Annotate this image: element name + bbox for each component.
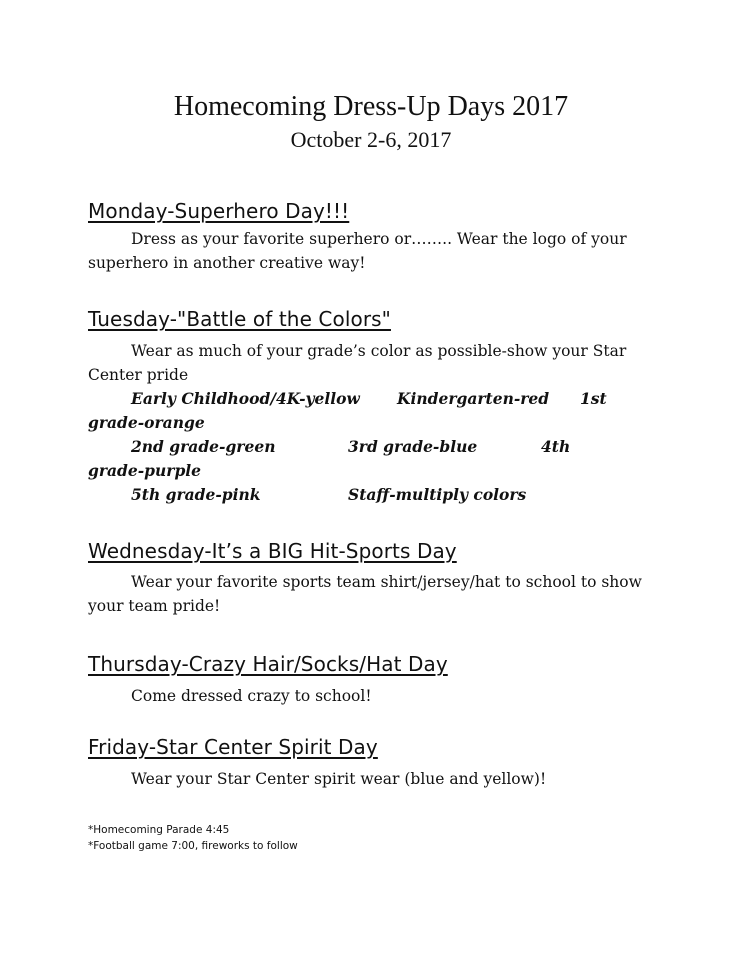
color-third-grade: 3rd grade-blue bbox=[348, 437, 478, 456]
monday-heading: Monday-Superhero Day!!! bbox=[88, 199, 350, 223]
color-fourth-grade-part2: grade-purple bbox=[88, 461, 202, 480]
note-parade: *Homecoming Parade 4:45 bbox=[88, 824, 230, 836]
thursday-text: Come dressed crazy to school! bbox=[131, 687, 372, 705]
tuesday-text: Wear as much of your grade’s color as possible-show your Star Center pride bbox=[88, 342, 627, 384]
friday-text: Wear your Star Center spirit wear (blue and yellow)! bbox=[131, 770, 547, 788]
color-staff: Staff-multiply colors bbox=[348, 485, 527, 504]
color-kindergarten: Kindergarten-red bbox=[397, 389, 550, 408]
note-football: *Football game 7:00, fireworks to follow bbox=[88, 840, 298, 852]
wednesday-heading: Wednesday-It’s a BIG Hit-Sports Day bbox=[88, 539, 457, 563]
color-first-grade-part1: 1st bbox=[580, 389, 607, 408]
friday-heading: Friday-Star Center Spirit Day bbox=[88, 735, 378, 759]
wednesday-text: Wear your favorite sports team shirt/jersey/hat to school to show your team pride! bbox=[88, 573, 642, 615]
page-title: Homecoming Dress-Up Days 2017 bbox=[173, 91, 569, 122]
tuesday-heading: Tuesday-"Battle of the Colors" bbox=[88, 307, 391, 331]
color-fourth-grade-part1: 4th bbox=[541, 437, 571, 456]
color-fifth-grade: 5th grade-pink bbox=[131, 485, 261, 504]
thursday-heading: Thursday-Crazy Hair/Socks/Hat Day bbox=[88, 652, 448, 676]
color-second-grade: 2nd grade-green bbox=[131, 437, 276, 456]
monday-text: Dress as your favorite superhero or…….. Wear the logo of your superhero in another creative way! bbox=[88, 230, 627, 272]
color-early-childhood: Early Childhood/4K-yellow bbox=[131, 389, 360, 408]
color-first-grade-part2: grade-orange bbox=[88, 413, 205, 432]
page-subtitle: October 2-6, 2017 bbox=[290, 127, 452, 152]
